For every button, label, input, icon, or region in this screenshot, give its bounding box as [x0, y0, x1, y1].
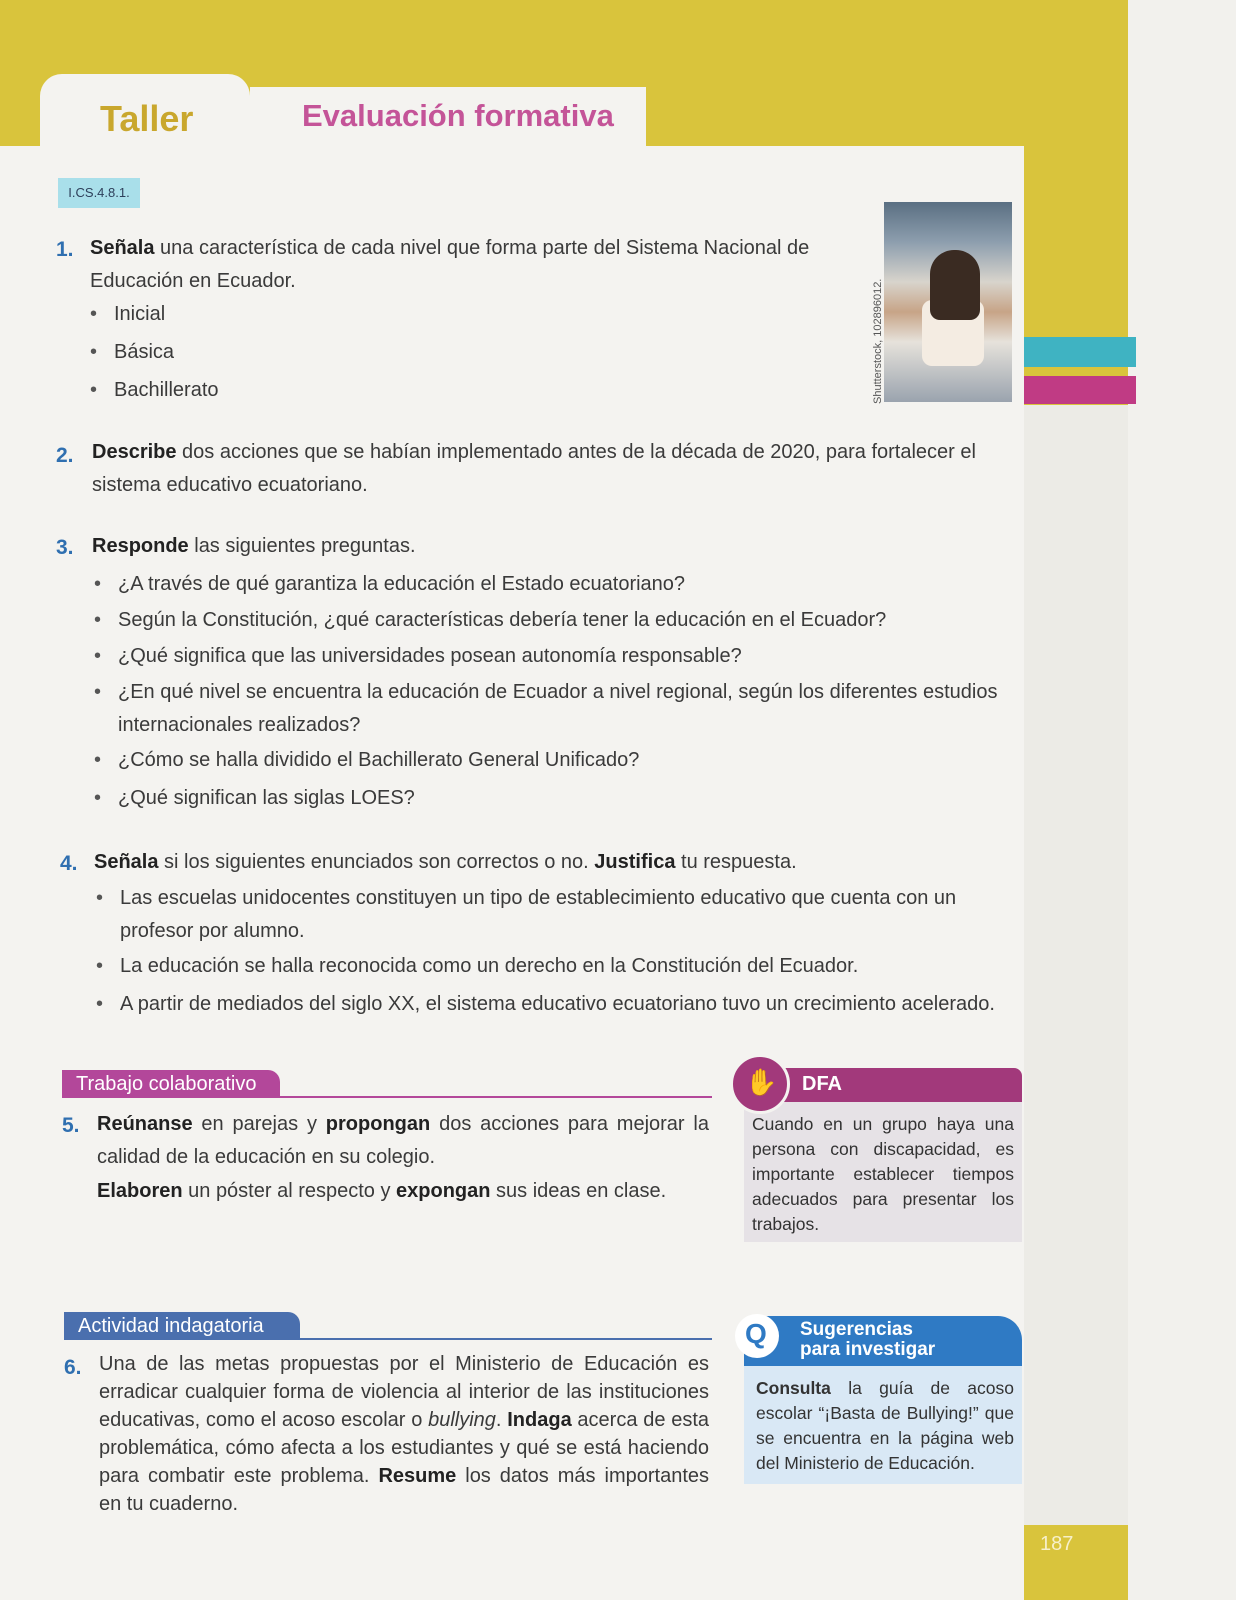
list-item: • La educación se halla reconocida como un derecho en la Constitución del Ecuador.	[120, 950, 1010, 983]
question-body: los datos más importantes en tu cuaderno.	[99, 1465, 709, 1515]
section-label-actividad: Actividad indagatoria	[64, 1312, 300, 1340]
photo-detail	[930, 250, 980, 320]
list-item: • A partir de mediados del siglo XX, el sistema educativo ecuatoriano tuvo un crecimiento acelerado.	[120, 988, 1010, 1021]
question-body: tu respuesta.	[675, 851, 797, 873]
question-verb: Responde	[92, 535, 189, 557]
indicator-code-badge: I.CS.4.8.1.	[58, 178, 140, 208]
question-verb: Elaboren	[97, 1180, 183, 1202]
question-number: 3.	[56, 536, 74, 559]
list-item: • ¿A través de qué garantiza la educación el Estado ecuatoriano?	[118, 568, 998, 601]
question-number: 2.	[56, 444, 74, 467]
question-body: acerca de esta problemática, cómo afecta a los estudiantes y qué se está haciendo para combatir este problema.	[99, 1409, 710, 1487]
sugerencias-title-line: Sugerencias	[800, 1319, 913, 1340]
question-body: si los siguientes enunciados son correctos o no.	[158, 851, 595, 873]
question-body: .	[495, 1409, 508, 1431]
dfa-text: Cuando en un grupo haya una persona con discapacidad, es importante establecer tiempos adecuados para presentar los trabajos.	[752, 1114, 1014, 1234]
dfa-title: DFA	[802, 1073, 842, 1095]
section-label-trabajo: Trabajo colaborativo	[62, 1070, 280, 1098]
question-verb: propongan	[325, 1113, 431, 1135]
sugerencias-text	[756, 1376, 1014, 1476]
question-verb: Resume	[378, 1465, 457, 1487]
question-verb: Indaga	[507, 1409, 572, 1431]
sugerencias-title-line: para investigar	[800, 1339, 936, 1360]
question-5-text-2	[97, 1175, 709, 1208]
question-body: sus ideas en clase.	[490, 1180, 667, 1202]
list-item: • Bachillerato	[114, 374, 219, 407]
list-item: • ¿Qué significan las siglas LOES?	[118, 782, 998, 815]
question-verb: Reúnanse	[97, 1113, 193, 1135]
question-number: 1.	[56, 238, 74, 261]
evaluacion-title: Evaluación formativa	[302, 98, 614, 133]
question-body: una característica de cada nivel que forma parte del Sistema Nacional de Educación en Ecuador.	[90, 237, 810, 292]
sugerencias-body: la guía de acoso escolar “¡Basta de Bullying!” que se encuentra en la página web del Ministerio de Educación.	[756, 1378, 1014, 1473]
sugerencias-title	[800, 1320, 935, 1360]
question-6-text	[99, 1350, 709, 1518]
list-item: • Según la Constitución, ¿qué características debería tener la educación en el Ecuador?	[118, 604, 998, 637]
question-number: 5.	[62, 1114, 80, 1137]
question-body: las siguientes preguntas.	[188, 535, 416, 557]
question-verb: Describe	[92, 441, 177, 463]
list-item: • Las escuelas unidocentes constituyen un tipo de establecimiento educativo que cuenta con un profesor por alumno.	[120, 882, 1010, 948]
question-5-text	[97, 1108, 709, 1174]
question-number: 4.	[60, 852, 78, 875]
question-body: dos acciones que se habían implementado antes de la década de 2020, para fortalecer el sistema educativo ecuatoriano.	[92, 441, 976, 496]
question-verb: expongan	[396, 1180, 491, 1202]
section-divider	[64, 1338, 712, 1340]
hands-icon: ✋	[730, 1054, 790, 1114]
question-body: dos acciones para mejorar la calidad de la educación en su colegio.	[97, 1113, 709, 1168]
question-verb: Señala	[94, 851, 159, 873]
question-1-text	[90, 232, 850, 298]
question-verb: Justifica	[594, 851, 676, 873]
question-body: un póster al respecto y	[182, 1180, 397, 1202]
list-item: • ¿En qué nivel se encuentra la educación de Ecuador a nivel regional, según los diferentes estudios internacionales realizados?	[118, 676, 1006, 742]
magnifier-icon: Q	[735, 1314, 779, 1358]
list-item: • ¿Cómo se halla dividido el Bachillerato General Unificado?	[118, 744, 998, 777]
question-verb: Señala	[90, 237, 155, 259]
question-2-text	[92, 436, 1012, 502]
question-4-text	[94, 846, 994, 879]
list-item: • Básica	[114, 336, 174, 369]
question-body: en parejas y	[192, 1113, 326, 1135]
page-number: 187	[1040, 1533, 1074, 1555]
question-body: Una de las metas propuestas por el Ministerio de Educación es erradicar cualquier forma de violencia al interior de las instituciones educativas, como el acoso escolar o	[99, 1353, 709, 1431]
question-3-text	[92, 530, 992, 563]
question-emphasis: bullying	[428, 1409, 496, 1431]
taller-title: Taller	[100, 98, 194, 139]
photo-credit: Shutterstock, 102896012.	[872, 278, 884, 404]
cyan-edge-tab	[1024, 337, 1136, 367]
section-divider	[62, 1096, 712, 1098]
list-item: • ¿Qué significa que las universidades posean autonomía responsable?	[118, 640, 998, 673]
magenta-edge-tab	[1024, 376, 1136, 404]
question-number: 6.	[64, 1356, 82, 1379]
sugerencias-verb: Consulta	[756, 1378, 831, 1398]
list-item: • Inicial	[114, 298, 165, 331]
